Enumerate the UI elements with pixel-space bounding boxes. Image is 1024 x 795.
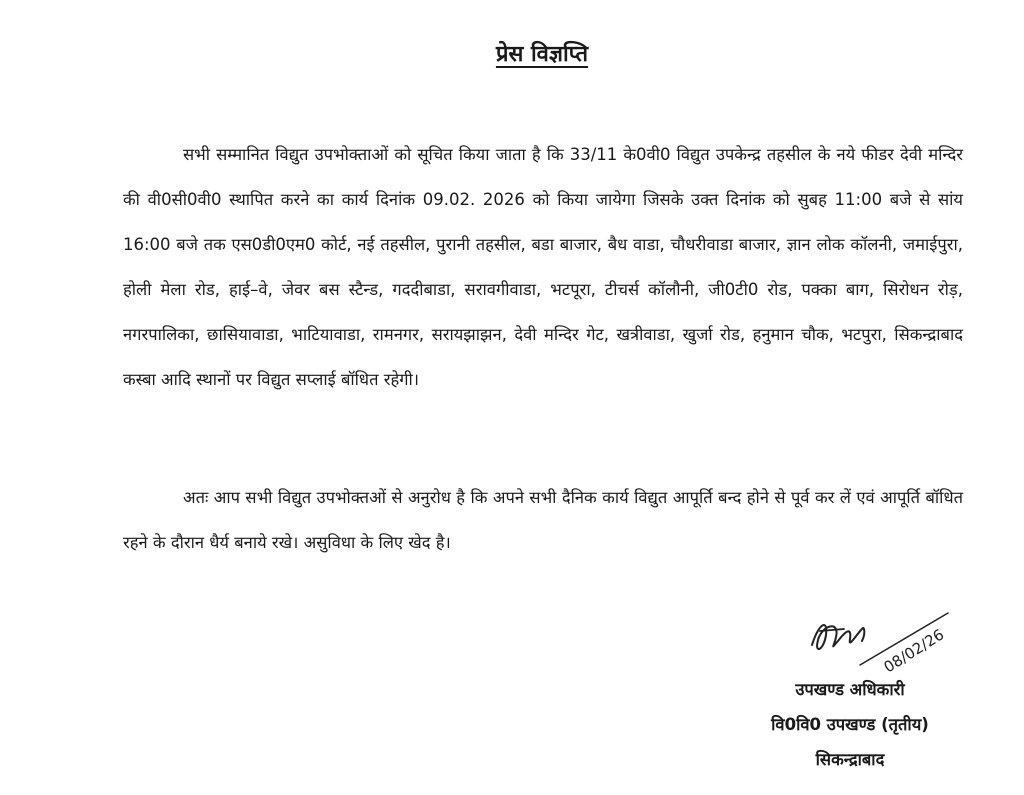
title-text: प्रेस विज्ञप्ति xyxy=(495,42,589,67)
page-title xyxy=(0,38,1024,72)
signature-date: 08/02/26 xyxy=(880,625,948,677)
notice-paragraph-1: सभी सम्मानित विद्युत उपभोक्ताओं को सूचित किया जाता है कि 33/11 के0वी0 विद्युत उपकेन्द्र तहसील के नये फीडर देवी मन्दिर की वी0सी0वी0 स्थापित करने का कार्य दिनांक 09.02. 2026 को किया जायेगा जिसके उक्त दिनांक को सुबह 11:00 बजे से सांय 16:00 बजे तक एस0डी0एम0 कोर्ट, नई तहसील, पुरानी तहसील, बडा बाजार, बैध वाडा, चौधरीवाडा बाजार, ज्ञान लोक कॉलनी, जमाईपुरा, होली मेला रोड, हाई–वे, जेवर बस स्टैन्ड, गददीबाडा, सरावगीवाडा, भटपूरा, टीचर्स कॉलौनी, जी0टी0 रोड, पक्का बाग, सिरोधन रोड़, नगरपालिका, छासियावाडा, भाटियावाडा, रामनगर, सरायझाझन, देवी मन्दिर गेट, खत्रीवाडा, खुर्जा रोड, हनुमान चौक, भटपुरा, सिकन्द्राबाद कस्बा आदि स्थानों पर विद्युत सप्लाई बॉधित रहेगी। xyxy=(123,145,963,389)
designation-block xyxy=(700,672,1000,777)
notice-paragraph-2: अतः आप सभी विद्युत उपभोक्तओं से अनुरोध है कि अपने सभी दैनिक कार्य विद्युत आपूर्ति बन्द होने से पूर्व कर लें एवं आपूर्ति बॉधित रहने के दौरान धैर्य बनाये रखे। असुविधा के लिए खेद है। xyxy=(123,488,963,552)
designation-title: उपखण्ड अधिकारी xyxy=(795,680,905,699)
designation-division: वि0वि0 उपखण्ड (तृतीय) xyxy=(771,715,929,734)
designation-place: सिकन्द्राबाद xyxy=(815,750,885,769)
